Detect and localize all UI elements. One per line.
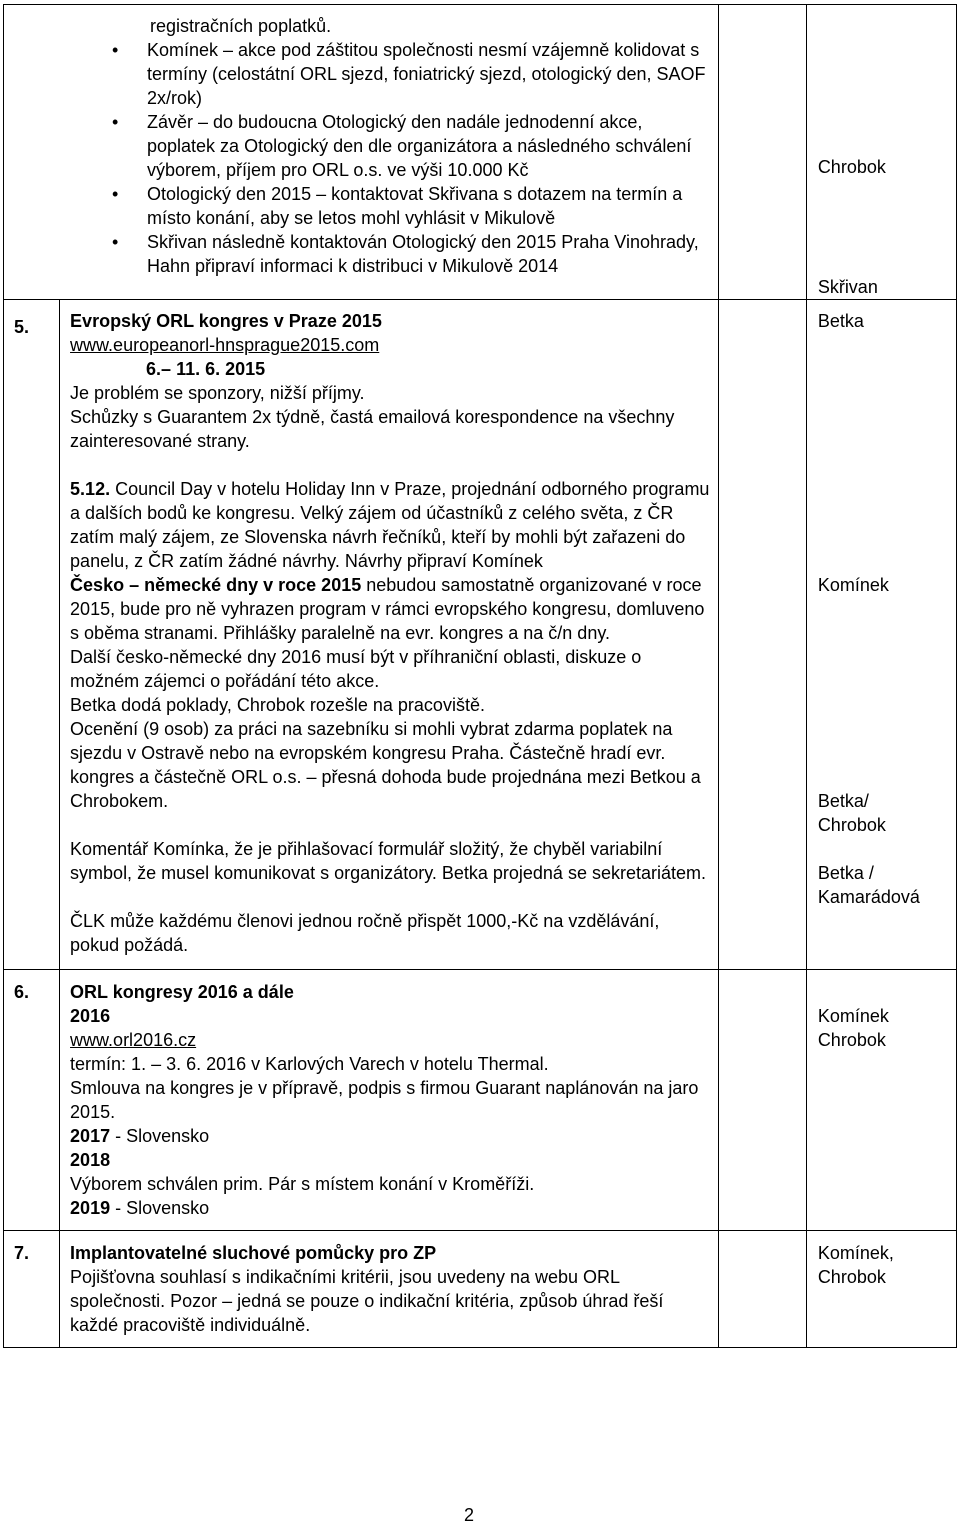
minutes-table	[3, 4, 957, 1348]
bullet-list	[4, 38, 712, 278]
spacer-cell	[718, 300, 806, 970]
congress-dates: 6.– 11. 6. 2015	[146, 359, 266, 379]
bullet-icon: •	[112, 112, 119, 132]
congress-link[interactable]: www.orl2016.cz	[70, 1030, 197, 1050]
item-number: 5.	[4, 300, 60, 970]
continuation-body-cell	[4, 5, 719, 300]
responsible-name: Chrobok	[817, 1030, 886, 1050]
table-row-6	[4, 970, 957, 1231]
list-item: • Otologický den 2015 – kontaktovat Skřivana s dotazem na termín a místo konání, aby se letos mohl vyhlásit v Mikulově	[112, 184, 683, 228]
bullet-icon: •	[112, 232, 119, 252]
paragraph: ČLK může každému členovi jednou ročně přispět 1000,-Kč na vzdělávání, pokud požádá.	[70, 911, 660, 955]
list-item: • Skřivan následně kontaktován Otologický den 2015 Praha Vinohrady, Hahn připraví informaci k distribuci v Mikulově 2014	[112, 232, 699, 276]
year-label: 2016	[70, 1006, 111, 1026]
responsible-name: Chrobok	[817, 157, 886, 177]
responsible-cell	[806, 1231, 956, 1348]
bullet-icon: •	[112, 40, 119, 60]
year-label: 2018	[70, 1150, 111, 1170]
table-row-5	[4, 300, 957, 970]
item-title: ORL kongresy 2016 a dále	[70, 982, 294, 1002]
spacer-cell	[718, 5, 806, 300]
responsible-name: Betka/ Chrobok	[817, 791, 886, 835]
paragraph: 5.12. Council Day v hotelu Holiday Inn v Praze, projednání odborného programu a dalších bodů ke kongresu. Velký zájem od účastníků z celého světa, z ČR zatím malý zájem, ze Slovenska návrh řečníků, kteří by mohli být zařazeni do panelu, z ČR zatím žádné návrhy. Návrhy připraví Komínek	[70, 479, 710, 571]
responsible-name: Chrobok	[817, 1267, 886, 1287]
paragraph: 2019 - Slovensko	[70, 1198, 210, 1218]
item-title: Evropský ORL kongres v Praze 2015	[70, 311, 382, 331]
paragraph: Smlouva na kongres je v přípravě, podpis s firmou Guarant naplánován na jaro 2015.	[70, 1078, 699, 1122]
paragraph: termín: 1. – 3. 6. 2016 v Karlových Varech v hotelu Thermal.	[70, 1054, 549, 1074]
spacer-cell	[718, 1231, 806, 1348]
item-body-cell	[60, 300, 719, 970]
responsible-name: Skřivan	[817, 277, 878, 297]
responsible-name: Komínek,	[817, 1243, 894, 1263]
paragraph: Další česko-německé dny 2016 musí být v příhraniční oblasti, diskuze o možném zájemci o pořádání této akce.	[70, 647, 642, 691]
congress-link[interactable]: www.europeanorl-hnsprague2015.com	[70, 335, 380, 355]
paragraph: Česko – německé dny v roce 2015 nebudou samostatně organizované v roce 2015, bude pro ně vyhrazen program v rámci evropského kongresu, domluveno s oběma stranami. Přihlášky paralelně na evr. kongres a na č/n dny.	[70, 575, 705, 643]
responsible-cell	[806, 300, 956, 970]
responsible-cell	[806, 970, 956, 1231]
item-body-cell	[60, 1231, 719, 1348]
item-title: Implantovatelné sluchové pomůcky pro ZP	[70, 1243, 437, 1263]
item-number: 7.	[4, 1231, 60, 1348]
responsible-name: Komínek	[817, 575, 889, 595]
paragraph: Ocenění (9 osob) za práci na sazebníku si mohli vybrat zdarma poplatek na sjezdu v Ostravě nebo na evropském kongresu Praha. Částečně hradí evr. kongres a částečně ORL o.s. – přesná dohoda bude projednána mezi Betkou a Chrobokem.	[70, 719, 701, 811]
table-row-7	[4, 1231, 957, 1348]
responsible-name: Betka / Kamarádová	[817, 863, 920, 907]
item-body-cell	[60, 970, 719, 1231]
spacer-cell	[718, 970, 806, 1231]
paragraph: Pojišťovna souhlasí s indikačními kritérii, jsou uvedeny na webu ORL společnosti. Pozor – jedná se pouze o indikační kritéria, způsob úhrad řeší každé pracoviště individuálně.	[70, 1267, 664, 1335]
paragraph: Komentář Komínka, že je přihlašovací formulář složitý, že chyběl variabilní symbol, že musel komunikovat s organizátory. Betka projedná se sekretariátem.	[70, 839, 706, 883]
list-item: • Komínek – akce pod záštitou společnosti nesmí vzájemně kolidovat s termíny (celostátní ORL sjezd, foniatrický sjezd, otologický den, SAOF 2x/rok)	[112, 40, 706, 108]
paragraph: Výborem schválen prim. Pár s místem konání v Kroměříži.	[70, 1174, 535, 1194]
responsible-name: Komínek	[817, 1006, 889, 1026]
paragraph: Betka dodá poklady, Chrobok rozešle na pracoviště.	[70, 695, 485, 715]
responsible-cell	[806, 5, 956, 300]
item-number: 6.	[4, 970, 60, 1231]
text-line: registračních poplatků.	[150, 16, 332, 36]
list-item: • Závěr – do budoucna Otologický den nadále jednodenní akce, poplatek za Otologický den dle organizátora a následného schválení výborem, příjem pro ORL o.s. ve výši 10.000 Kč	[112, 112, 692, 180]
paragraph: Je problém se sponzory, nižší příjmy.	[70, 383, 365, 403]
table-row-continuation	[4, 5, 957, 300]
bullet-icon: •	[112, 184, 119, 204]
responsible-name: Betka	[817, 311, 864, 331]
page-number: 2	[464, 1505, 475, 1525]
paragraph: 2017 - Slovensko	[70, 1126, 210, 1146]
paragraph: Schůzky s Guarantem 2x týdně, častá emailová korespondence na všechny zainteresované strany.	[70, 407, 675, 451]
